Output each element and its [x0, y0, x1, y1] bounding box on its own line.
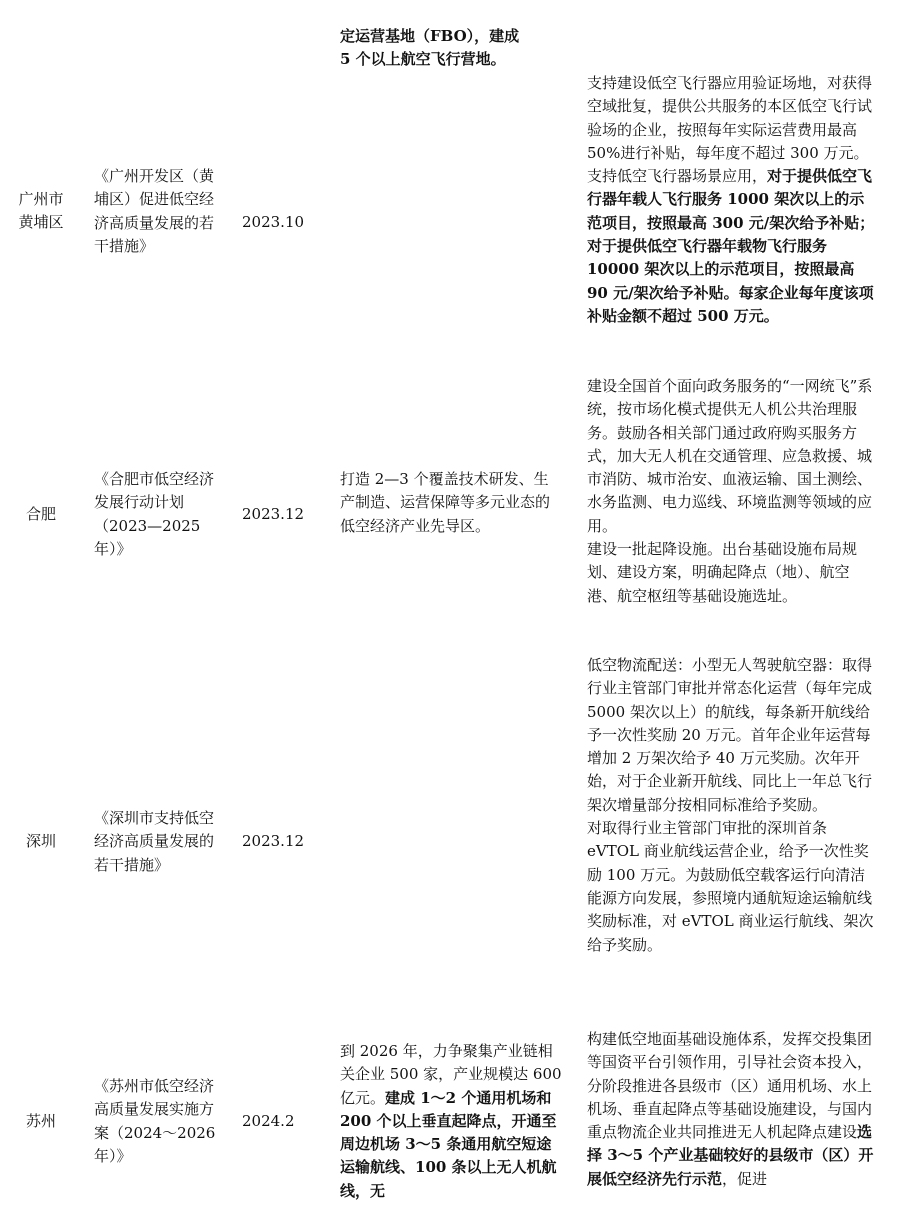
document-cell: 《合肥市低空经济发展行动计划（2023—2025 年）》: [94, 470, 215, 558]
policy-cell: [587, 654, 879, 957]
city-cell: 合肥: [25, 505, 56, 523]
policy-item: 建设一批起降设施。出台基础设施布局规划、建设方案，明确起降点（地）、航空港、航空枢纽等基础设施选址。: [587, 540, 858, 605]
policy-item: 建设全国首个面向政务服务的“一网统飞”系统，按市场化模式提供无人机公共治理服务。鼓励各相关部门通过政府购买服务方式，加大无人机在交通管理、应急救援、城市消防、城市治安、血液运输、国土测绘、水务监测、电力巡线、环境监测等领域的应用。: [587, 377, 873, 535]
policy-cell: [587, 375, 879, 608]
city-cell: 广州市黄埔区: [18, 190, 64, 232]
policy-text: 支持低空飞行器场景应用，: [587, 167, 768, 186]
policy-text: 构建低空地面基础设施体系，发挥交投集团等国资平台引领作用，引导社会资本投入，分阶段推进各县级市（区）通用机场、水上机场、垂直起降点等基础设施建设，与国内重点物流企业共同推进无人机起降点建设: [587, 1030, 873, 1142]
policy-cell: [587, 1028, 879, 1191]
city-cell: 苏州: [25, 1112, 56, 1130]
goal-text-bold: 建成 1～2 个通用机场和 200 个以上垂直起降点，开通至周边机场 3～5 条通用航空短途运输航线、100 条以上无人机航线，无: [340, 1088, 557, 1200]
policy-text: ，促进: [722, 1169, 768, 1188]
policy-item: [587, 1028, 879, 1191]
goal-cell: [340, 25, 562, 72]
policy-item: [587, 165, 879, 328]
city-cell: 深圳: [25, 832, 56, 850]
date-cell: 2023.10: [242, 213, 305, 231]
goal-text: 到 2026 年，力争聚集产业链相关企业 500 家，产业规模达 600 亿元。: [340, 1042, 562, 1107]
date-cell: 2023.12: [242, 832, 305, 850]
goal-text-bold: 定运营基地（FBO），建成: [340, 27, 520, 45]
document-cell: 《苏州市低空经济高质量发展实施方案（2024～2026 年）》: [94, 1077, 216, 1165]
document-cell: 《深圳市支持低空经济高质量发展的若干措施》: [94, 809, 215, 874]
policy-item: 支持建设低空飞行器应用验证场地，对获得空域批复，提供公共服务的本区低空飞行试验场的企业，按照每年实际运营费用最高 50%进行补贴，每年度不超过 300 万元。: [587, 74, 873, 162]
policy-text-bold: 选择 3～5 个产业基础较好的县级市（区）开展低空经济先行示范: [587, 1123, 874, 1188]
date-cell: 2024.2: [242, 1112, 295, 1130]
policy-item: 对取得行业主管部门审批的深圳首条 eVTOL 商业航线运营企业，给予一次性奖励 100 万元。为鼓励低空载客运行向清洁能源方向发展，参照境内通航短途运输航线奖励标准，对 eVTOL 商业运行航线、架次给予奖励。: [587, 819, 874, 954]
policy-cell: [587, 72, 879, 328]
policy-item: 低空物流配送：小型无人驾驶航空器：取得行业主管部门审批并常态化运营（每年完成 5000 架次以上）的航线，每条新开航线给予一次性奖励 20 万元。首年企业年运营每增加 2 万架次给予 40 万元奖励。次年开始，对于企业新开航线、同比上一年总飞行架次增量部分按相同标准给予奖励。: [587, 656, 873, 814]
goal-text-bold: 5 个以上航空飞行营地。: [340, 50, 506, 69]
goal-item: [340, 1040, 562, 1203]
goal-cell: [340, 1040, 562, 1203]
date-cell: 2023.12: [242, 505, 305, 523]
policy-text-bold: 对于提供低空飞行器年载人飞行服务 1000 架次以上的示范项目，按照最高 300 元/架次给予补贴；对于提供低空飞行器年载物飞行服务 10000 架次以上的示范项目，按照最高 90 元/架次给予补贴。每家企业每年度该项补贴金额不超过 500 万元。: [587, 167, 875, 325]
goal-cell: 打造 2—3 个覆盖技术研发、生产制造、运营保障等多元业态的低空经济产业先导区。: [340, 470, 551, 535]
document-cell: 《广州开发区（黄埔区）促进低空经济高质量发展的若干措施》: [94, 167, 215, 255]
